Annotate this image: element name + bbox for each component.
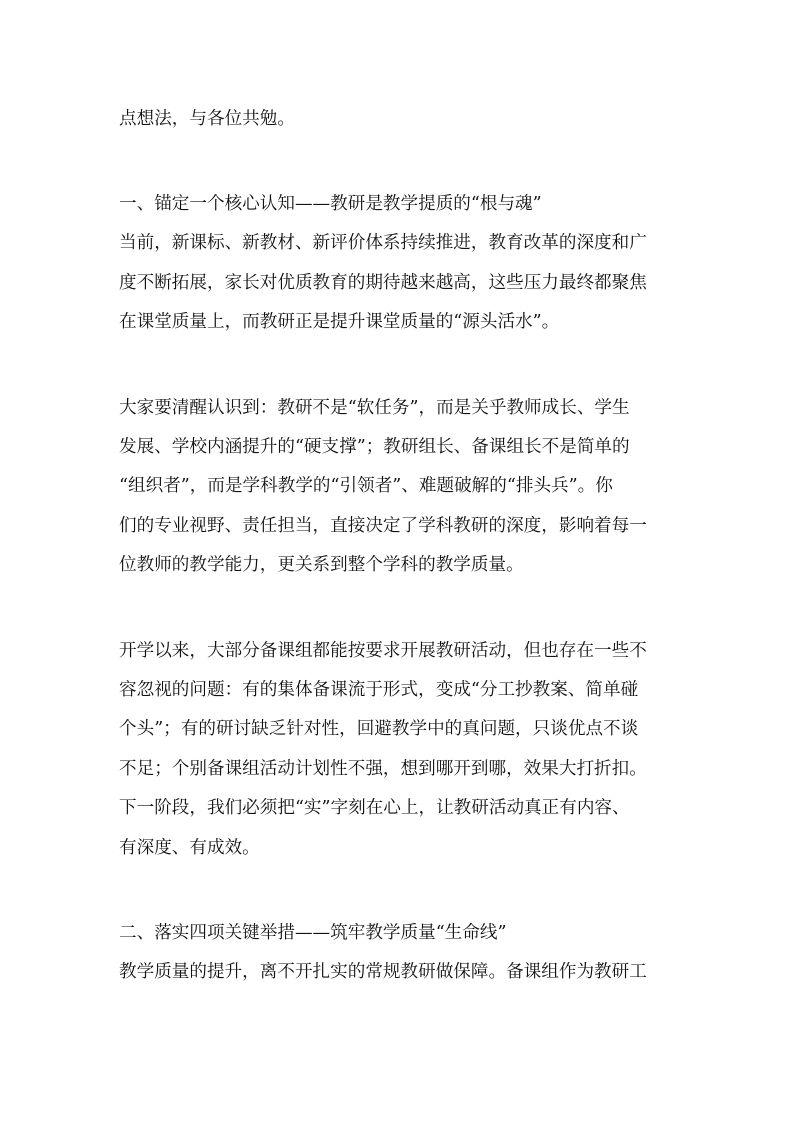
text-line-13: 个头”；有的研讨缺乏针对性，回避教学中的真问题，只谈优点不谈 [119, 719, 639, 739]
text-line-18: 教学质量的提升，离不开扎实的常规教研做保障。备课组作为教研工 [119, 962, 647, 982]
text-line-10: 位教师的教学能力，更关系到整个学科的教学质量。 [119, 555, 524, 575]
text-line-14: 不足；个别备课组活动计划性不强，想到哪开到哪，效果大打折扣。 [119, 759, 647, 779]
text-line-12: 容忽视的问题：有的集体备课流于形式，变成“分工抄教案、简单碰 [119, 680, 639, 700]
heading-1: 一、锚定一个核心认知——教研是教学提质的“根与魂” [119, 194, 542, 214]
text-line-9: 们的专业视野、责任担当，直接决定了学科教研的深度，影响着每一 [119, 516, 647, 536]
text-line-16: 有深度、有成效。 [119, 838, 260, 858]
text-line-6: 大家要清醒认识到：教研不是“软任务”，而是关乎教师成长、学生 [119, 398, 630, 418]
text-line-5: 在课堂质量上，而教研正是提升课堂质量的“源头活水”。 [119, 312, 560, 332]
text-line-8: “组织者”，而是学科教学的“引领者”、难题破解的“排头兵”。你 [119, 476, 613, 496]
text-line-15: 下一阶段，我们必须把“实”字刻在心上，让教研活动真正有内容、 [119, 798, 630, 818]
text-line-3: 当前，新课标、新教材、新评价体系持续推进，教育改革的深度和广 [119, 233, 647, 253]
text-line-1: 点想法，与各位共勉。 [119, 109, 295, 129]
text-line-4: 度不断拓展，家长对优质教育的期待越来越高，这些压力最终都聚焦 [119, 273, 647, 293]
text-line-7: 发展、学校内涵提升的“硬支撑”；教研组长、备课组长不是简单的 [119, 437, 630, 457]
heading-2: 二、落实四项关键举措——筑牢教学质量“生命线” [119, 923, 507, 943]
text-line-11: 开学以来，大部分备课组都能按要求开展教研活动，但也存在一些不 [119, 641, 647, 661]
